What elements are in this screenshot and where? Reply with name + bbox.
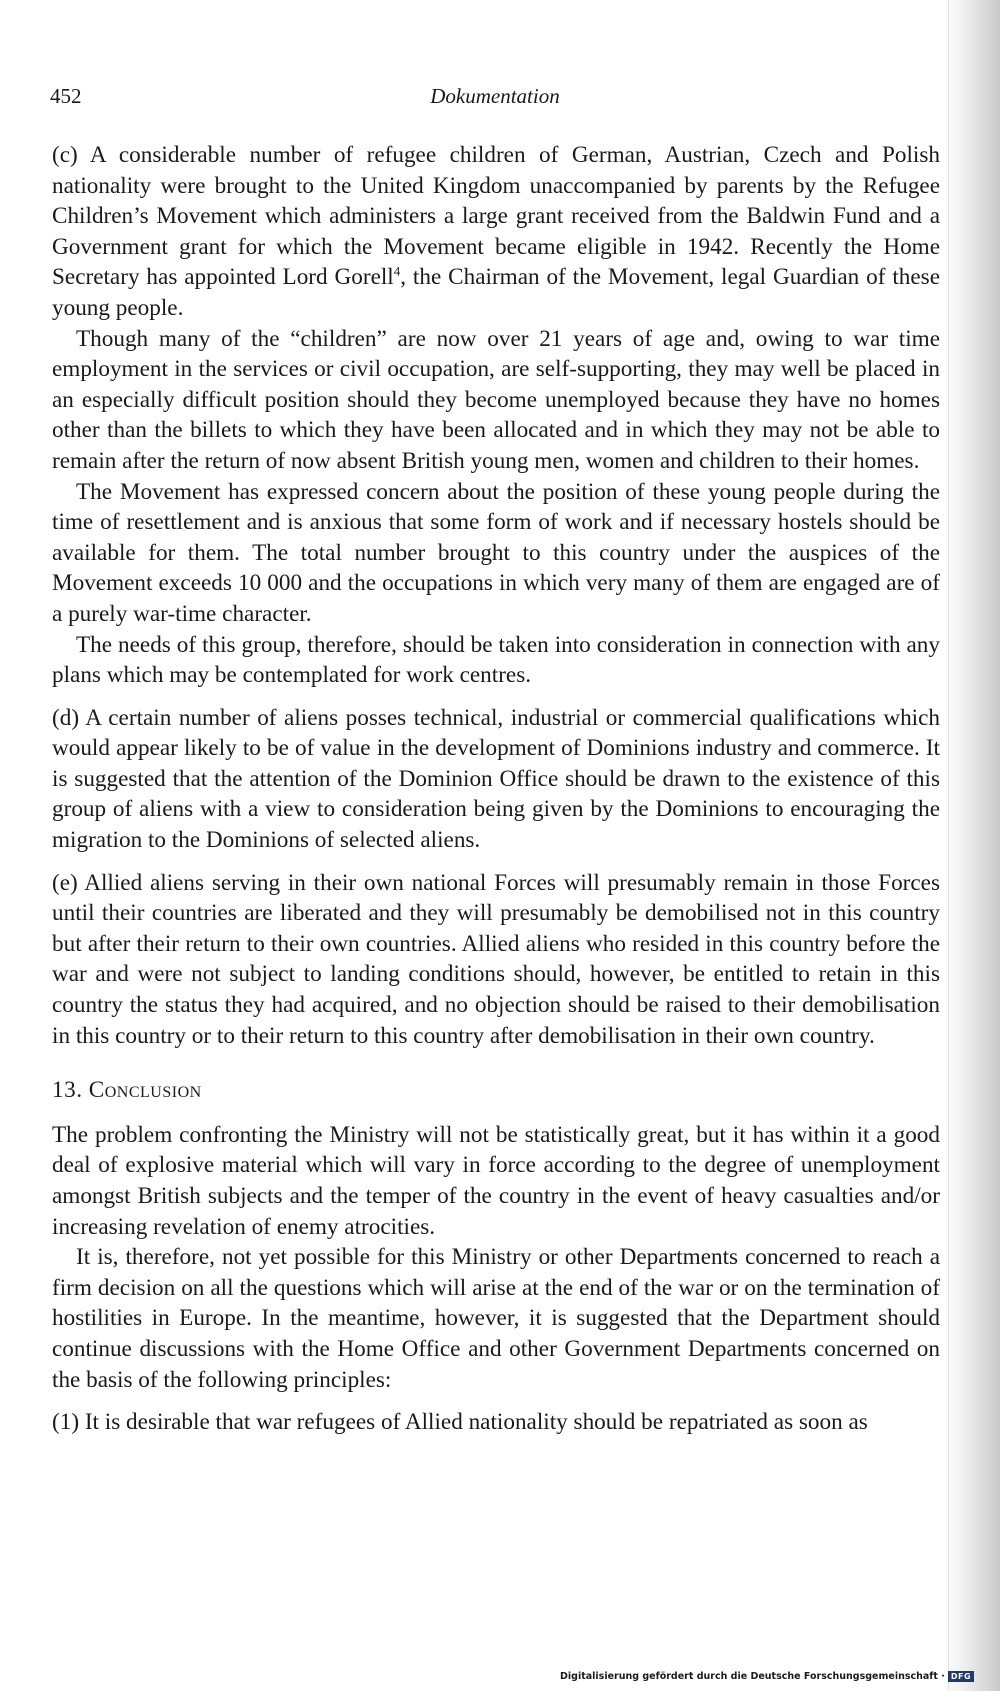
paragraph-conclusion-problem: The problem confronting the Ministry will not be statistically great, but it has within it a good deal of explosive material which will vary in force according to the degree of unemployment amongst British subjects and the temper of the country in the event of heavy casualties and/or increasing revelation of enemy atrocities.	[52, 1121, 940, 1240]
page-header	[50, 80, 940, 112]
digitization-credit	[560, 1671, 974, 1682]
paragraph-c-intro	[52, 140, 940, 324]
running-title: Dokumentation	[430, 84, 560, 108]
credit-text: Digitalisierung gefördert durch die Deutsche Forschungsgemeinschaft ·	[560, 1671, 945, 1682]
paragraph-c-needs: The needs of this group, therefore, should be taken into consideration in connection with any plans which may be contemplated for work centres.	[52, 631, 940, 689]
paragraph-c-movement: The Movement has expressed concern about the position of these young people during the time of resettlement and is anxious that some form of work and if necessary hostels should be available for them. The total number brought to this country under the auspices of the Movement exceeds 10 000 and the occupations in which very many of them are engaged are of a purely war-time character.	[52, 478, 940, 627]
footnote-marker: 4	[393, 263, 401, 279]
body-text	[52, 140, 940, 1438]
paragraph-e: (e) Allied aliens serving in their own national Forces will presumably remain in those Forces until their countries are liberated and they will presumably be demobilised not in this country but after their return to their own countries. Allied aliens who resided in this country before the war and were not subject to landing conditions should, however, be entitled to retain in this country the status they had acquired, and no objection should be raised to their demobilisation in this country or to their return to this country after demobilisation in their own country.	[52, 869, 940, 1049]
section-heading: 13. Conclusion	[52, 1077, 202, 1104]
page-number: 452	[50, 84, 82, 108]
dfg-logo: DFG	[948, 1671, 974, 1682]
page-edge-shadow	[942, 0, 1000, 1691]
paragraph-c-children: Though many of the “children” are now over 21 years of age and, owing to war time employment in the services or civil occupation, are self-supporting, they may well be placed in an especially difficult position should they become unemployed because they have no homes other than the billets to which they have been allocated and in which they may not be able to remain after the return of now absent British young men, women and children to their homes.	[52, 325, 940, 474]
paragraph-conclusion-decision: It is, therefore, not yet possible for this Ministry or other Departments concerned to reach a firm decision on all the questions which will arise at the end of the war or on the termination of hostilities in Europe. In the meantime, however, it is suggested that the Department should continue discussions with the Home Office and other Government Departments concerned on the basis of the following principles:	[52, 1244, 940, 1393]
paragraph-c-intro-text: (c) A considerable number of refugee children of German, Austrian, Czech and Polish nationality were brought to the United Kingdom unaccompanied by parents by the Refugee Children’s Movement which administers a large grant received from the Baldwin Fund and a Government grant for which the Movement became eligible in 1942. Recently the Home Secretary has appointed Lord Gorell	[52, 142, 940, 291]
paragraph-c-intro-text-end: , the Chairman of the Movement, legal Guardian of these young people.	[52, 264, 940, 321]
paragraph-principle-1: (1) It is desirable that war refugees of Allied nationality should be repatriated as soon as	[52, 1409, 868, 1436]
paragraph-d: (d) A certain number of aliens posses technical, industrial or commercial qualifications which would appear likely to be of value in the development of Dominions industry and commerce. It is suggested that the attention of the Dominion Office should be drawn to the existence of this group of aliens with a view to consideration being given by the Dominions to encouraging the migration to the Dominions of selected aliens.	[52, 704, 940, 854]
